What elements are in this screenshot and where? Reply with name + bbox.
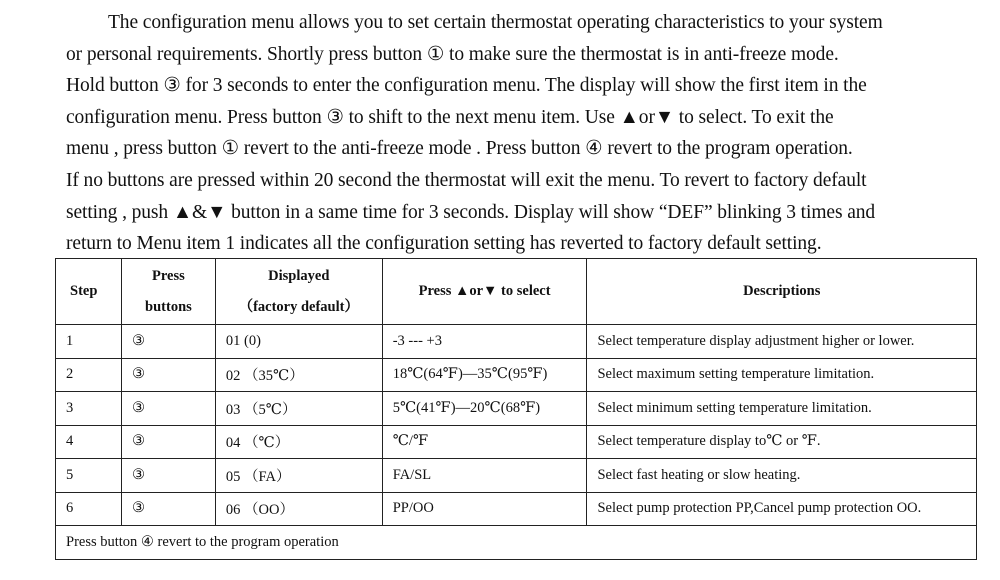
cell-description: Select fast heating or slow heating. xyxy=(587,459,977,493)
paragraph-line: setting , push ▲&▼ button in a same time for 3 seconds. Display will show “DEF” blinking 3 times and xyxy=(66,201,876,223)
cell-range: -3 --- +3 xyxy=(382,325,587,359)
cell-displayed: 02 （35℃） xyxy=(215,358,382,392)
cell-displayed: 03 （5℃） xyxy=(215,392,382,426)
cell-displayed: 05 （FA） xyxy=(215,459,382,493)
cell-step: 6 xyxy=(56,492,122,526)
cell-range: 18℃(64℉)—35℃(95℉) xyxy=(382,358,587,392)
paragraph-line: configuration menu. Press button ③ to shift to the next menu item. Use ▲or▼ to select. To exit the xyxy=(66,106,834,128)
header-descriptions: Descriptions xyxy=(587,259,977,325)
header-displayed xyxy=(215,259,382,325)
cell-step: 1 xyxy=(56,325,122,359)
cell-range: 5℃(41℉)—20℃(68℉) xyxy=(382,392,587,426)
cell-button: ③ xyxy=(121,425,215,459)
paragraph-line: menu , press button ① revert to the anti-freeze mode . Press button ④ revert to the program operation. xyxy=(66,138,853,160)
paragraph-line: The configuration menu allows you to set certain thermostat operating characteristics to your system xyxy=(108,12,883,33)
paragraph-line: return to Menu item 1 indicates all the configuration setting has reverted to factory default setting. xyxy=(66,233,822,255)
cell-button: ③ xyxy=(121,459,215,493)
cell-step: 5 xyxy=(56,459,122,493)
table-row xyxy=(56,492,977,526)
table-row xyxy=(56,325,977,359)
header-press-line1: Press xyxy=(152,267,185,284)
cell-description: Select temperature display to℃ or ℉. xyxy=(587,425,977,459)
header-press-buttons xyxy=(121,259,215,325)
cell-button: ③ xyxy=(121,358,215,392)
paragraph-line: Hold button ③ for 3 seconds to enter the configuration menu. The display will show the first item in the xyxy=(66,75,867,97)
cell-description: Select maximum setting temperature limitation. xyxy=(587,358,977,392)
cell-displayed: 06 （OO） xyxy=(215,492,382,526)
instructions-paragraph xyxy=(66,7,981,260)
header-step: Step xyxy=(56,259,122,325)
table-row xyxy=(56,358,977,392)
table-row xyxy=(56,425,977,459)
paragraph-line: If no buttons are pressed within 20 second the thermostat will exit the menu. To revert to factory default xyxy=(66,169,867,191)
header-press-line2: buttons xyxy=(145,298,192,315)
header-select: Press ▲or▼ to select xyxy=(382,259,587,325)
header-displayed-line2: （factory default） xyxy=(238,298,359,315)
table-footer-row xyxy=(56,526,977,560)
cell-step: 4 xyxy=(56,425,122,459)
table-footer-note: Press button ④ revert to the program operation xyxy=(56,526,977,560)
table-row xyxy=(56,392,977,426)
cell-button: ③ xyxy=(121,325,215,359)
table-header-row xyxy=(56,259,977,325)
header-displayed-line1: Displayed xyxy=(268,267,330,284)
table-row xyxy=(56,459,977,493)
cell-description: Select minimum setting temperature limitation. xyxy=(587,392,977,426)
cell-button: ③ xyxy=(121,392,215,426)
cell-description: Select pump protection PP,Cancel pump protection OO. xyxy=(587,492,977,526)
cell-step: 2 xyxy=(56,358,122,392)
cell-range: PP/OO xyxy=(382,492,587,526)
cell-step: 3 xyxy=(56,392,122,426)
cell-description: Select temperature display adjustment higher or lower. xyxy=(587,325,977,359)
configuration-table xyxy=(55,258,977,560)
cell-button: ③ xyxy=(121,492,215,526)
cell-displayed: 01 (0) xyxy=(215,325,382,359)
cell-range: FA/SL xyxy=(382,459,587,493)
paragraph-line: or personal requirements. Shortly press button ① to make sure the thermostat is in anti-freeze mode. xyxy=(66,43,839,65)
cell-range: ℃/℉ xyxy=(382,425,587,459)
cell-displayed: 04 （℃） xyxy=(215,425,382,459)
